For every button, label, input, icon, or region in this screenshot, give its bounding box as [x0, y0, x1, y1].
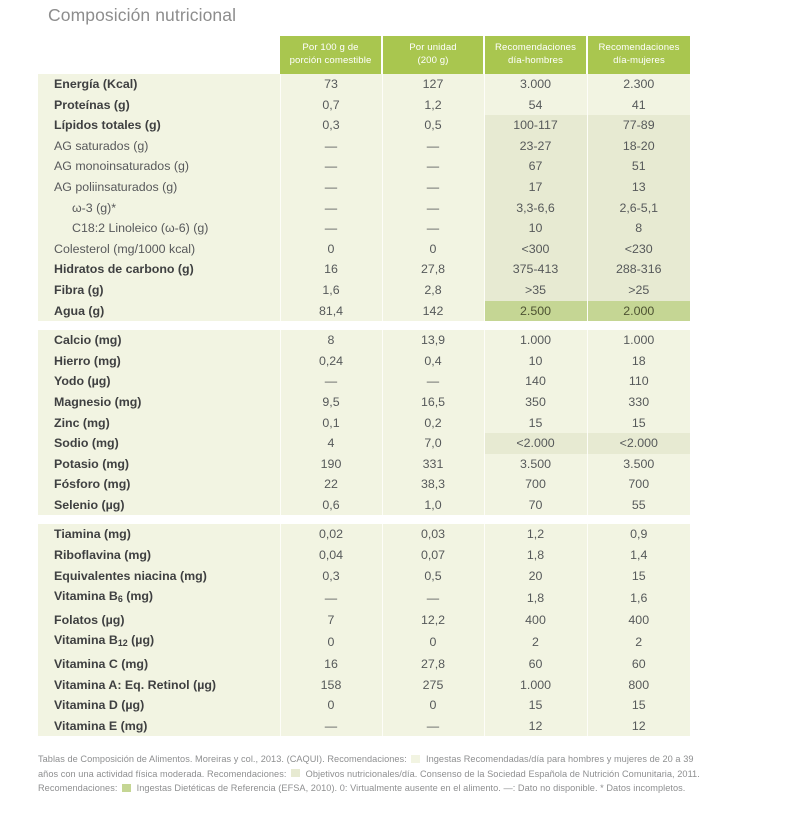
header-row	[38, 36, 690, 74]
table-row	[38, 524, 690, 545]
value-per-100g: —	[280, 177, 382, 198]
value-recommendation-men: 350	[484, 392, 587, 413]
row-label: Selenio (µg)	[38, 495, 280, 516]
table-row	[38, 586, 690, 610]
value-recommendation-men: 1,8	[484, 586, 587, 610]
value-per-unit: —	[382, 198, 484, 219]
value-recommendation-women: 18-20	[587, 136, 690, 157]
value-per-100g: 1,6	[280, 280, 382, 301]
value-recommendation-men: 400	[484, 610, 587, 631]
value-per-unit: 275	[382, 675, 484, 696]
legend-color-swatch	[411, 755, 420, 763]
row-label: Hierro (mg)	[38, 351, 280, 372]
value-recommendation-women: 60	[587, 654, 690, 675]
value-per-100g: 9,5	[280, 392, 382, 413]
value-per-unit: 13,9	[382, 330, 484, 351]
value-recommendation-men: 1,8	[484, 545, 587, 566]
header-line-2: porción comestible	[289, 54, 372, 66]
value-recommendation-women: 800	[587, 675, 690, 696]
value-per-unit: —	[382, 177, 484, 198]
table-row	[38, 495, 690, 516]
table-row	[38, 198, 690, 219]
table-row	[38, 330, 690, 351]
value-recommendation-men: 3,3-6,6	[484, 198, 587, 219]
header-cell-blank	[38, 36, 280, 74]
value-recommendation-men: 17	[484, 177, 587, 198]
table-row	[38, 716, 690, 737]
row-label: Energía (Kcal)	[38, 74, 280, 95]
row-label: Folatos (µg)	[38, 610, 280, 631]
value-per-100g: —	[280, 198, 382, 219]
value-recommendation-men: >35	[484, 280, 587, 301]
row-label: Agua (g)	[38, 301, 280, 322]
table-row	[38, 239, 690, 260]
value-per-100g: 4	[280, 433, 382, 454]
row-label: AG poliinsaturados (g)	[38, 177, 280, 198]
value-per-100g: 190	[280, 454, 382, 475]
row-label: Fibra (g)	[38, 280, 280, 301]
table-row	[38, 218, 690, 239]
value-per-unit: 0	[382, 695, 484, 716]
row-label: Vitamina C (mg)	[38, 654, 280, 675]
value-per-unit: 1,0	[382, 495, 484, 516]
value-per-unit: 0,5	[382, 566, 484, 587]
value-recommendation-men: 3.500	[484, 454, 587, 475]
row-label: Magnesio (mg)	[38, 392, 280, 413]
header-line-1: Recomendaciones	[598, 42, 680, 53]
value-per-100g: 0,3	[280, 566, 382, 587]
table-row	[38, 115, 690, 136]
row-label: Potasio (mg)	[38, 454, 280, 475]
value-per-100g: 22	[280, 474, 382, 495]
value-per-100g: 0,7	[280, 95, 382, 116]
row-label: Yodo (µg)	[38, 371, 280, 392]
footnote-text: Ingestas Recomendadas/día para hombres y mujeres de 20 a 39 años con una actividad física moderada. Recomendaciones:	[38, 754, 694, 779]
value-per-unit: —	[382, 218, 484, 239]
table-row	[38, 454, 690, 475]
legend-color-swatch	[291, 769, 300, 777]
value-recommendation-women: 3.500	[587, 454, 690, 475]
value-recommendation-women: <230	[587, 239, 690, 260]
header-cell-per-100g	[280, 36, 382, 74]
value-recommendation-women: >25	[587, 280, 690, 301]
value-recommendation-women: 8	[587, 218, 690, 239]
value-per-100g: 0,3	[280, 115, 382, 136]
value-recommendation-women: 2	[587, 630, 690, 654]
value-per-unit: —	[382, 371, 484, 392]
header-cell-recommendations-men	[484, 36, 587, 74]
value-recommendation-men: 1.000	[484, 675, 587, 696]
table-row	[38, 280, 690, 301]
value-recommendation-women: 15	[587, 566, 690, 587]
composition-table	[38, 36, 690, 736]
row-label: Colesterol (mg/1000 kcal)	[38, 239, 280, 260]
footnote-text: Tablas de Composición de Alimentos. Moreiras y col., 2013. (CAQUI). Recomendaciones:	[38, 754, 410, 764]
footnote	[38, 752, 704, 796]
value-per-unit: —	[382, 156, 484, 177]
value-recommendation-men: 375-413	[484, 259, 587, 280]
value-recommendation-women: 288-316	[587, 259, 690, 280]
table-row	[38, 610, 690, 631]
value-per-100g: —	[280, 136, 382, 157]
row-label: Lípidos totales (g)	[38, 115, 280, 136]
table-body	[38, 74, 690, 736]
value-recommendation-men: 23-27	[484, 136, 587, 157]
row-label: Equivalentes niacina (mg)	[38, 566, 280, 587]
row-label: C18:2 Linoleico (ω-6) (g)	[38, 218, 280, 239]
value-per-unit: 16,5	[382, 392, 484, 413]
table-row	[38, 695, 690, 716]
value-recommendation-women: 15	[587, 413, 690, 434]
table-row	[38, 392, 690, 413]
row-label: AG saturados (g)	[38, 136, 280, 157]
value-recommendation-women: 55	[587, 495, 690, 516]
value-per-unit: 0,03	[382, 524, 484, 545]
block-separator	[38, 515, 690, 524]
value-recommendation-men: 67	[484, 156, 587, 177]
value-recommendation-men: 100-117	[484, 115, 587, 136]
value-recommendation-men: 20	[484, 566, 587, 587]
table-row	[38, 177, 690, 198]
value-per-unit: 127	[382, 74, 484, 95]
row-label: Vitamina A: Eq. Retinol (µg)	[38, 675, 280, 696]
value-per-unit: 1,2	[382, 95, 484, 116]
value-per-100g: —	[280, 371, 382, 392]
value-recommendation-women: 1,4	[587, 545, 690, 566]
table-row	[38, 301, 690, 322]
table-row	[38, 74, 690, 95]
value-per-100g: 0,24	[280, 351, 382, 372]
block-separator-cell	[38, 321, 690, 330]
footnote-text: Objetivos nutricionales/día. Consenso de la Sociedad Española de Nutrición Comunitaria, 2011. Recomendaciones:	[38, 768, 700, 794]
value-recommendation-men: 70	[484, 495, 587, 516]
row-label: Hidratos de carbono (g)	[38, 259, 280, 280]
value-recommendation-women: 400	[587, 610, 690, 631]
value-recommendation-men: <2.000	[484, 433, 587, 454]
value-per-100g: 73	[280, 74, 382, 95]
block-separator-cell	[38, 515, 690, 524]
value-recommendation-men: 15	[484, 413, 587, 434]
value-recommendation-men: 10	[484, 218, 587, 239]
value-recommendation-women: 330	[587, 392, 690, 413]
legend-color-swatch	[122, 784, 131, 792]
row-label: Sodio (mg)	[38, 433, 280, 454]
value-per-100g: 16	[280, 259, 382, 280]
value-recommendation-women: <2.000	[587, 433, 690, 454]
header-cell-recommendations-women	[587, 36, 690, 74]
header-line-2: día-mujeres	[613, 54, 665, 66]
header-line-1: Recomendaciones	[495, 42, 576, 53]
value-per-unit: 27,8	[382, 654, 484, 675]
table-row	[38, 136, 690, 157]
row-label: Vitamina $B_6$ (mg)	[38, 586, 280, 610]
row-label: Tiamina (mg)	[38, 524, 280, 545]
value-recommendation-men: 2.500	[484, 301, 587, 322]
row-label: Proteínas (g)	[38, 95, 280, 116]
value-recommendation-men: 140	[484, 371, 587, 392]
value-recommendation-women: 1,6	[587, 586, 690, 610]
value-per-unit: 0,4	[382, 351, 484, 372]
value-per-100g: —	[280, 716, 382, 737]
value-recommendation-men: 60	[484, 654, 587, 675]
value-recommendation-men: 3.000	[484, 74, 587, 95]
value-per-100g: 7	[280, 610, 382, 631]
value-per-100g: 8	[280, 330, 382, 351]
table-header	[38, 36, 690, 74]
table-row	[38, 413, 690, 434]
page-title: Composición nutricional	[48, 5, 237, 25]
value-recommendation-women: 51	[587, 156, 690, 177]
value-recommendation-women: 1.000	[587, 330, 690, 351]
table-row	[38, 156, 690, 177]
value-per-100g: —	[280, 586, 382, 610]
value-per-100g: 0	[280, 239, 382, 260]
header-cell-per-unit	[382, 36, 484, 74]
header-line-1: Por 100 g de	[302, 42, 359, 53]
row-label: Fósforo (mg)	[38, 474, 280, 495]
value-recommendation-women: 2,6-5,1	[587, 198, 690, 219]
value-recommendation-women: 41	[587, 95, 690, 116]
block-separator	[38, 321, 690, 330]
row-label: Vitamina D (µg)	[38, 695, 280, 716]
value-per-100g: 16	[280, 654, 382, 675]
value-per-unit: 0,5	[382, 115, 484, 136]
table-row	[38, 675, 690, 696]
value-per-100g: —	[280, 156, 382, 177]
row-label: Calcio (mg)	[38, 330, 280, 351]
table-row	[38, 566, 690, 587]
value-recommendation-men: 12	[484, 716, 587, 737]
value-recommendation-men: 10	[484, 351, 587, 372]
value-recommendation-women: 2.300	[587, 74, 690, 95]
row-label: Riboflavina (mg)	[38, 545, 280, 566]
table-row	[38, 371, 690, 392]
nutrition-table	[38, 36, 690, 736]
row-label: AG monoinsaturados (g)	[38, 156, 280, 177]
value-recommendation-men: 2	[484, 630, 587, 654]
value-per-unit: 0	[382, 630, 484, 654]
value-recommendation-men: 15	[484, 695, 587, 716]
value-per-100g: —	[280, 218, 382, 239]
value-per-unit: 2,8	[382, 280, 484, 301]
value-per-100g: 0	[280, 695, 382, 716]
value-recommendation-men: 700	[484, 474, 587, 495]
header-line-2: día-hombres	[508, 54, 563, 66]
footnote-text: Ingestas Dietéticas de Referencia (EFSA, 2010). 0: Virtualmente ausente en el alimento. —: Dato no disponible. * Datos incompletos.	[134, 783, 686, 794]
table-row	[38, 351, 690, 372]
value-per-100g: 0,6	[280, 495, 382, 516]
row-label: Zinc (mg)	[38, 413, 280, 434]
value-per-unit: 27,8	[382, 259, 484, 280]
header-line-1: Por unidad	[409, 42, 457, 53]
value-per-100g: 0	[280, 630, 382, 654]
value-recommendation-women: 12	[587, 716, 690, 737]
value-per-unit: —	[382, 586, 484, 610]
value-recommendation-women: 15	[587, 695, 690, 716]
table-row	[38, 95, 690, 116]
value-per-100g: 0,04	[280, 545, 382, 566]
value-recommendation-men: 54	[484, 95, 587, 116]
table-row	[38, 259, 690, 280]
value-recommendation-women: 700	[587, 474, 690, 495]
value-per-unit: —	[382, 716, 484, 737]
value-recommendation-men: <300	[484, 239, 587, 260]
value-per-100g: 158	[280, 675, 382, 696]
value-per-unit: 0,07	[382, 545, 484, 566]
value-per-unit: 0,2	[382, 413, 484, 434]
value-per-unit: 7,0	[382, 433, 484, 454]
value-per-unit: 142	[382, 301, 484, 322]
value-per-100g: 0,02	[280, 524, 382, 545]
value-per-unit: 38,3	[382, 474, 484, 495]
row-label: Vitamina $B_{12}$ (µg)	[38, 630, 280, 654]
value-recommendation-women: 2.000	[587, 301, 690, 322]
value-recommendation-women: 13	[587, 177, 690, 198]
value-per-unit: 331	[382, 454, 484, 475]
value-recommendation-men: 1.000	[484, 330, 587, 351]
value-per-unit: —	[382, 136, 484, 157]
value-recommendation-men: 1,2	[484, 524, 587, 545]
value-recommendation-women: 77-89	[587, 115, 690, 136]
value-per-100g: 0,1	[280, 413, 382, 434]
value-per-100g: 81,4	[280, 301, 382, 322]
value-per-unit: 0	[382, 239, 484, 260]
header-line-2: (200 g)	[417, 54, 449, 66]
row-label: ω-3 (g)*	[38, 198, 280, 219]
table-row	[38, 630, 690, 654]
value-per-unit: 12,2	[382, 610, 484, 631]
value-recommendation-women: 110	[587, 371, 690, 392]
table-row	[38, 433, 690, 454]
table-row	[38, 545, 690, 566]
table-row	[38, 654, 690, 675]
value-recommendation-women: 18	[587, 351, 690, 372]
value-recommendation-women: 0,9	[587, 524, 690, 545]
row-label: Vitamina E (mg)	[38, 716, 280, 737]
table-row	[38, 474, 690, 495]
